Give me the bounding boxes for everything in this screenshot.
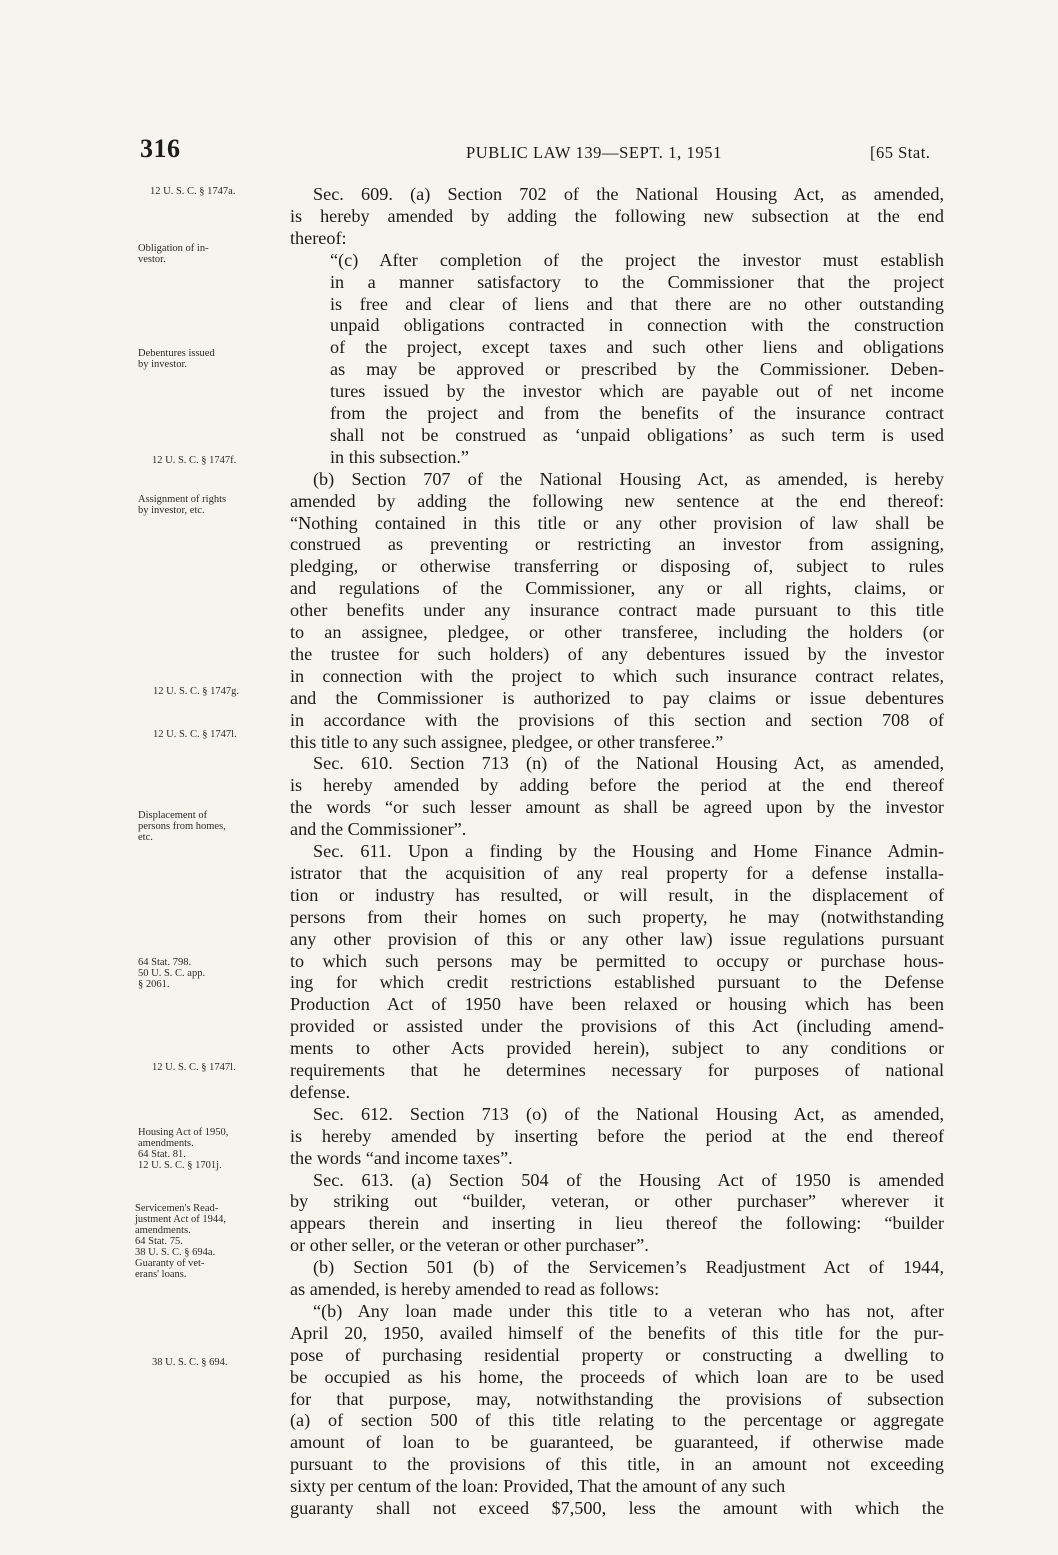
- body-line: is free and clear of liens and that there are no other outstanding: [330, 294, 944, 314]
- body-line: (b) Section 501 (b) of the Servicemen’s Readjustment Act of 1944,: [313, 1257, 944, 1277]
- body-line: guaranty shall not exceed $7,500, less the amount with which the: [290, 1498, 944, 1518]
- body-line: Sec. 612. Section 713 (o) of the National Housing Act, as amended,: [313, 1104, 944, 1124]
- body-line: pose of purchasing residential property or constructing a dwelling to: [290, 1345, 944, 1365]
- body-line: requirements that he determines necessary for purposes of national: [290, 1060, 944, 1080]
- body-line: the words “and income taxes”.: [290, 1148, 513, 1168]
- margin-note: Assignment of rights by investor, etc.: [138, 494, 227, 516]
- body-line: and regulations of the Commissioner, any or all rights, claims, or: [290, 578, 944, 598]
- page-number: 316: [140, 134, 181, 163]
- body-line: the words “or such lesser amount as shall be agreed upon by the investor: [290, 797, 944, 817]
- body-line: and the Commissioner is authorized to pay claims or issue debentures: [290, 688, 944, 708]
- body-line: Sec. 611. Upon a finding by the Housing and Home Finance Admin-: [313, 841, 944, 861]
- body-line: other benefits under any insurance contract made pursuant to this title: [290, 600, 944, 620]
- body-line: ments to other Acts provided herein), subject to any conditions or: [290, 1038, 944, 1058]
- margin-note: Servicemen's Read- justment Act of 1944, amendments. 64 Stat. 75. 38 U. S. C. § 694a. Guaranty of vet- erans' loans.: [135, 1203, 226, 1280]
- body-line: or other seller, or the veteran or other purchaser”.: [290, 1235, 649, 1255]
- body-line: in accordance with the provisions of this section and section 708 of: [290, 710, 944, 730]
- body-line: sixty per centum of the loan: Provided, That the amount of any such: [290, 1476, 786, 1496]
- margin-note: Housing Act of 1950, amendments. 64 Stat. 81. 12 U. S. C. § 1701j.: [138, 1127, 229, 1171]
- margin-note: Obligation of in- vestor.: [138, 243, 209, 265]
- running-title: PUBLIC LAW 139—SEPT. 1, 1951: [466, 143, 722, 162]
- body-line: is hereby amended by adding before the period at the end thereof: [290, 775, 944, 795]
- body-line: appears therein and inserting in lieu thereof the following: “builder: [290, 1213, 944, 1233]
- body-line: for that purpose, may, notwithstanding the provisions of subsection: [290, 1389, 944, 1409]
- body-line: Sec. 609. (a) Section 702 of the National Housing Act, as amended,: [313, 184, 944, 204]
- body-line: “(c) After completion of the project the investor must establish: [330, 250, 944, 270]
- body-line: shall not be construed as ‘unpaid obligations’ as such term is used: [330, 425, 944, 445]
- body-line: from the project and from the benefits of the insurance contract: [330, 403, 944, 423]
- body-line: pledging, or otherwise transferring or disposing of, subject to rules: [290, 556, 944, 576]
- body-line: Production Act of 1950 have been relaxed or housing which has been: [290, 994, 944, 1014]
- body-line: April 20, 1950, availed himself of the benefits of this title for the pur-: [290, 1323, 944, 1343]
- body-line: ing for which credit restrictions established pursuant to the Defense: [290, 972, 944, 992]
- body-line: of the project, except taxes and such other liens and obligations: [330, 337, 944, 357]
- body-line: defense.: [290, 1082, 351, 1102]
- body-line: tures issued by the investor which are payable out of net income: [330, 381, 944, 401]
- body-line: pursuant to the provisions of this title, in an amount not exceeding: [290, 1454, 944, 1474]
- body-line: and the Commissioner”.: [290, 819, 467, 839]
- body-line: in connection with the project to which such insurance contract relates,: [290, 666, 944, 686]
- body-line: provided or assisted under the provisions of this Act (including amend-: [290, 1016, 944, 1036]
- body-line: as may be approved or prescribed by the Commissioner. Deben-: [330, 359, 944, 379]
- body-line: any other provision of this or any other law) issue regulations pursuant: [290, 929, 944, 949]
- body-line: is hereby amended by adding the following new subsection at the end: [290, 206, 944, 226]
- margin-note: 12 U. S. C. § 1747g.: [153, 686, 240, 697]
- body-line: Sec. 610. Section 713 (n) of the National Housing Act, as amended,: [313, 753, 944, 773]
- body-line: “Nothing contained in this title or any other provision of law shall be: [290, 513, 944, 533]
- body-line: thereof:: [290, 228, 347, 248]
- body-line: construed as preventing or restricting an investor from assigning,: [290, 534, 944, 554]
- margin-note: Displacement of persons from homes, etc.: [138, 810, 226, 843]
- body-line: to which such persons may be permitted to occupy or purchase hous-: [290, 951, 944, 971]
- body-line: as amended, is hereby amended to read as follows:: [290, 1279, 660, 1299]
- body-line: in a manner satisfactory to the Commissioner that the project: [330, 272, 944, 292]
- body-line: the trustee for such holders) of any debentures issued by the investor: [290, 644, 944, 664]
- margin-note: Debentures issued by investor.: [138, 348, 215, 370]
- body-line: amended by adding the following new sentence at the end thereof:: [290, 491, 944, 511]
- body-line: be occupied as his home, the proceeds of which loan are to be used: [290, 1367, 944, 1387]
- margin-note: 12 U. S. C. § 1747l.: [152, 1062, 236, 1073]
- body-line: unpaid obligations contracted in connection with the construction: [330, 315, 944, 335]
- margin-note: 64 Stat. 798. 50 U. S. C. app. § 2061.: [138, 957, 206, 990]
- margin-note: 38 U. S. C. § 694.: [152, 1357, 228, 1368]
- body-line: persons from their homes on such property, he may (notwithstanding: [290, 907, 944, 927]
- body-line: by striking out “builder, veteran, or other purchaser” wherever it: [290, 1191, 944, 1211]
- body-line: “(b) Any loan made under this title to a veteran who has not, after: [313, 1301, 944, 1321]
- body-line: (a) of section 500 of this title relating to the percentage or aggregate: [290, 1410, 944, 1430]
- body-line: in this subsection.”: [330, 447, 469, 467]
- body-line: this title to any such assignee, pledgee, or other transferee.”: [290, 732, 724, 752]
- body-line: tion or industry has resulted, or will result, in the displacement of: [290, 885, 944, 905]
- margin-note: 12 U. S. C. § 1747a.: [150, 186, 236, 197]
- body-line: amount of loan to be guaranteed, be guaranteed, if otherwise made: [290, 1432, 944, 1452]
- margin-note: 12 U. S. C. § 1747l.: [153, 729, 237, 740]
- body-line: is hereby amended by inserting before the period at the end thereof: [290, 1126, 944, 1146]
- volume-reference: [65 Stat.: [870, 143, 931, 162]
- body-line: Sec. 613. (a) Section 504 of the Housing Act of 1950 is amended: [313, 1170, 944, 1190]
- body-line: to an assignee, pledgee, or other transferee, including the holders (or: [290, 622, 944, 642]
- body-line: istrator that the acquisition of any real property for a defense installa-: [290, 863, 944, 883]
- body-line: (b) Section 707 of the National Housing Act, as amended, is hereby: [313, 469, 944, 489]
- margin-note: 12 U. S. C. § 1747f.: [152, 455, 237, 466]
